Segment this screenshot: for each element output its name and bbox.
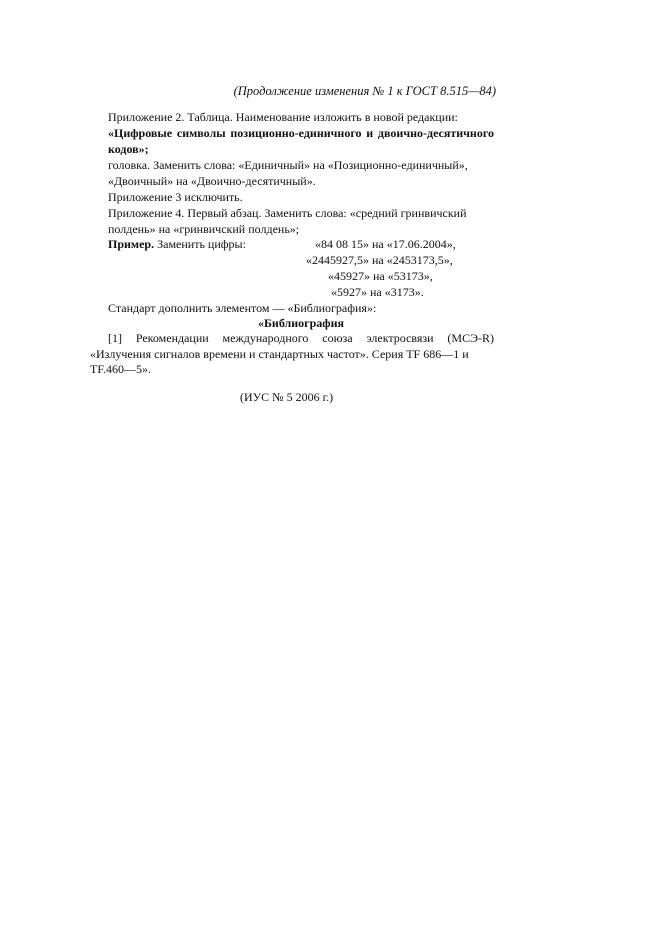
page-footer: (ИУС № 5 2006 г.) — [240, 390, 334, 404]
example-row: «5927» на «3173». — [331, 285, 424, 299]
example-row: «2445927,5» на «2453173,5», — [306, 253, 453, 267]
para2-line2: «Двоичный» на «Двоично-десятичный». — [108, 174, 316, 188]
bibliography-heading: «Библиография — [257, 316, 345, 330]
para3: Приложение 3 исключить. — [108, 190, 243, 204]
example-row: «84 08 15» на «17.06.2004», — [315, 237, 456, 251]
page-header: (Продолжение изменения № 1 к ГОСТ 8.515—84) — [233, 84, 496, 98]
para2-line1: головка. Заменить слова: «Единичный» на «Позиционно-единичный», — [108, 158, 468, 172]
example-label-line — [108, 237, 246, 251]
example-row: «45927» на «53173», — [328, 269, 433, 283]
para1-line1: Приложение 2. Таблица. Наименование изложить в новой редакции: — [108, 110, 458, 124]
example-label: Пример. — [108, 237, 155, 251]
para4-line1: Приложение 4. Первый абзац. Заменить слова: «средний гринвичский — [108, 206, 467, 220]
para1-bold-line1: «Цифровые символы позиционно-единичного и двоично-десятичного — [108, 126, 494, 140]
para4-line2: полдень» на «гринвичский полдень»; — [108, 222, 300, 236]
example-text: Заменить цифры: — [154, 237, 246, 251]
bibliography-line3: TF.460—5». — [90, 362, 152, 376]
para5: Стандарт дополнить элементом — «Библиография»: — [108, 301, 377, 315]
bibliography-line2: «Излучения сигналов времени и стандартных частот». Серия TF 686—1 и — [90, 347, 469, 361]
para1-bold-line2: кодов»; — [108, 142, 149, 156]
bibliography-line1: [1] Рекомендации международного союза электросвязи (МСЭ-R) — [108, 331, 494, 345]
